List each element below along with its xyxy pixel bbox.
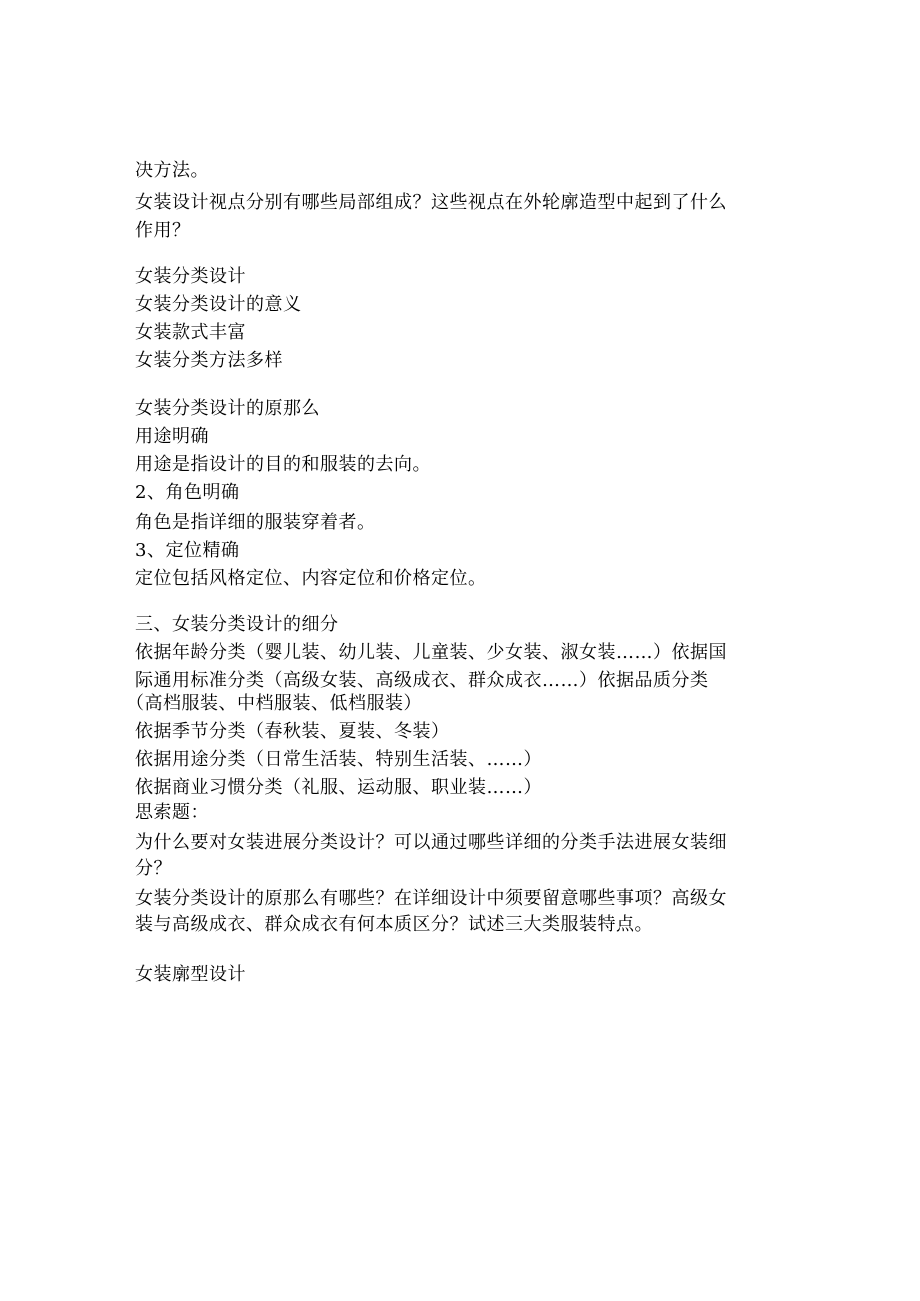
text-line: 女装分类方法多样 [135, 350, 283, 371]
text-line: 依据季节分类（春秋装、夏装、冬装） [135, 721, 450, 742]
text-line: 依据商业习惯分类（礼服、运动服、职业装……） [135, 777, 542, 798]
text-line: 决方法。 [135, 160, 209, 181]
text-line: 女装分类设计的原那么有哪些？在详细设计中须要留意哪些事项？高级女 [135, 888, 727, 909]
text-line: 3、定位精确 [135, 540, 240, 561]
section-heading: 三、女装分类设计的细分 [135, 614, 339, 635]
section-heading: 女装分类设计 [135, 266, 246, 287]
text-line: 分？ [135, 858, 172, 879]
text-line: 依据年龄分类（婴儿装、幼儿装、儿童装、少女装、淑女装……）依据国 [135, 642, 727, 663]
text-line: 际通用标准分类（高级女装、高级成衣、群众成衣……）依据品质分类 [135, 670, 709, 691]
text-line: 女装分类设计的意义 [135, 294, 302, 315]
text-line: 作用？ [135, 220, 191, 241]
text-line: 用途明确 [135, 426, 209, 447]
text-line: 女装设计视点分别有哪些局部组成？这些视点在外轮廓造型中起到了什么 [135, 192, 727, 213]
text-line: 用途是指设计的目的和服装的去向。 [135, 454, 431, 475]
text-line: 装与高级成衣、群众成衣有何本质区分？试述三大类服装特点。 [135, 914, 653, 935]
text-line: （高档服装、中档服装、低档服装） [126, 693, 422, 714]
text-line: 依据用途分类（日常生活装、特别生活装、……） [135, 749, 542, 770]
text-line: 为什么要对女装进展分类设计？可以通过哪些详细的分类手法进展女装细 [135, 832, 727, 853]
text-line: 定位包括风格定位、内容定位和价格定位。 [135, 568, 487, 589]
text-line: 思索题： [135, 802, 209, 823]
text-line: 2、角色明确 [135, 482, 240, 503]
text-line: 角色是指详细的服装穿着者。 [135, 512, 376, 533]
text-line: 女装款式丰富 [135, 322, 246, 343]
section-heading: 女装分类设计的原那么 [135, 398, 320, 419]
section-heading: 女装廓型设计 [135, 964, 246, 985]
